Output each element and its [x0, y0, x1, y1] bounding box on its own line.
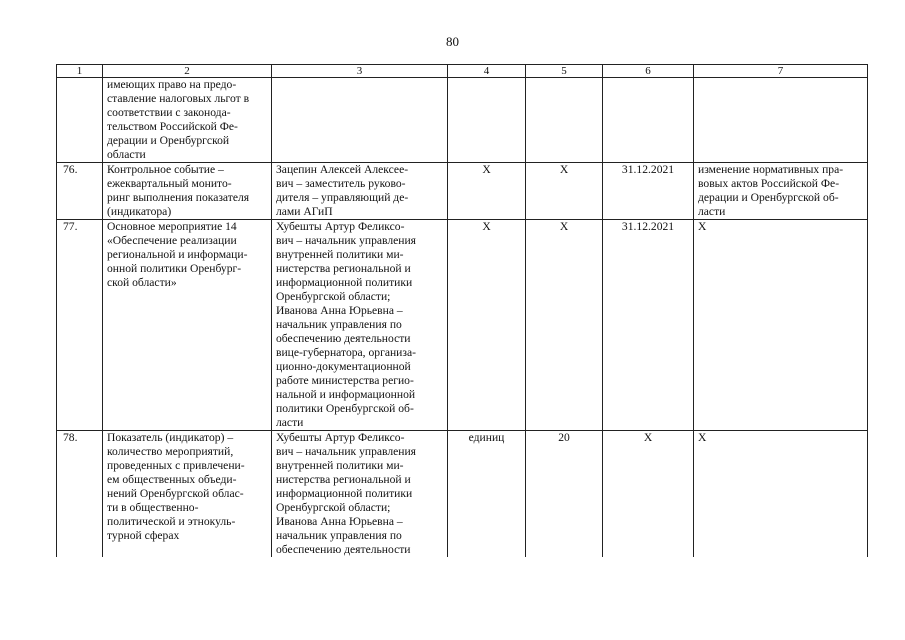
cell-line: тельством Российской Фе- [107, 120, 238, 133]
cell-line: (индикатора) [107, 205, 172, 218]
cell-line: Х [482, 163, 491, 176]
cell-line: Х [559, 163, 569, 176]
cell-line: «Обеспечение реализации [107, 234, 237, 247]
cell-line: дерации и Оренбургской об- [698, 191, 839, 204]
event-name [103, 78, 272, 163]
cell-line: Х [559, 220, 569, 233]
table-row [57, 163, 868, 220]
responsible-person [272, 163, 448, 220]
cell-line: обеспечению деятельности [276, 543, 411, 556]
cell-line: турной сферах [107, 529, 180, 542]
indicator-value [526, 78, 603, 163]
responsible-person [272, 220, 448, 431]
column-number-row [57, 65, 868, 78]
expected-result [694, 163, 868, 220]
expected-result [694, 78, 868, 163]
row-number [57, 78, 103, 163]
cell-line: Иванова Анна Юрьевна – [276, 304, 403, 317]
cell-line: вич – начальник управления [276, 234, 417, 247]
cell-line: политической и этнокуль- [107, 515, 236, 528]
indicator-value [526, 220, 603, 431]
cell-line: количество мероприятий, [107, 445, 234, 458]
cell-line: ласти [276, 416, 304, 429]
cell-line: дерации и Оренбургской [107, 134, 230, 147]
cell-line: внутренней политики ми- [276, 248, 404, 261]
table-row [57, 220, 868, 431]
column-header: 2 [103, 65, 272, 78]
cell-line: вице-губернатора, организа- [276, 346, 416, 359]
cell-line: Оренбургской области; [276, 290, 391, 303]
cell-line: области [107, 148, 146, 161]
responsible-person [272, 78, 448, 163]
column-header: 4 [448, 65, 526, 78]
cell-line: нистерства региональной и [276, 473, 411, 486]
row-number [57, 431, 103, 558]
responsible-person [272, 431, 448, 558]
unit-of-measure [448, 431, 526, 558]
cell-line: лами АГиП [276, 205, 333, 218]
cell-line: 77. [63, 220, 78, 233]
unit-of-measure [448, 220, 526, 431]
cell-line: Контрольное событие – [107, 163, 224, 176]
cell-line: имеющих право на предо- [107, 78, 237, 91]
cell-line: единиц [468, 431, 505, 444]
expected-result [694, 220, 868, 431]
column-header: 7 [694, 65, 868, 78]
column-header: 3 [272, 65, 448, 78]
completion-date [603, 431, 694, 558]
event-name [103, 431, 272, 558]
cell-line: онной политики Оренбург- [107, 262, 242, 275]
cell-line: вич – заместитель руково- [276, 177, 406, 190]
column-header: 1 [57, 65, 103, 78]
unit-of-measure [448, 78, 526, 163]
cell-line: Х [643, 431, 653, 444]
cell-line: политики Оренбургской об- [276, 402, 414, 415]
cell-line: 31.12.2021 [621, 220, 675, 233]
completion-date [603, 220, 694, 431]
measures-table [56, 64, 868, 557]
cell-line: информационной политики [276, 276, 413, 289]
page-number: 80 [446, 34, 459, 49]
cell-line: Показатель (индикатор) – [107, 431, 234, 444]
cell-line: информационной политики [276, 487, 413, 500]
cell-line: обеспечению деятельности [276, 332, 411, 345]
cell-line: ставление налоговых льгот в [107, 92, 250, 105]
cell-line: 78. [63, 431, 78, 444]
event-name [103, 220, 272, 431]
cell-line: Оренбургской области; [276, 501, 391, 514]
cell-line: Хубешты Артур Феликсо- [276, 220, 405, 233]
cell-line: 31.12.2021 [621, 163, 675, 176]
column-header: 6 [603, 65, 694, 78]
cell-line: 76. [63, 163, 78, 176]
cell-line: вич – начальник управления [276, 445, 417, 458]
table-row [57, 431, 868, 558]
row-number [57, 163, 103, 220]
event-name [103, 163, 272, 220]
cell-line: ринг выполнения показателя [107, 191, 250, 204]
cell-line: ласти [698, 205, 726, 218]
cell-line: начальник управления по [276, 318, 402, 331]
cell-line: Основное мероприятие 14 [107, 220, 237, 233]
cell-line: внутренней политики ми- [276, 459, 404, 472]
cell-line: изменение нормативных пра- [698, 163, 844, 176]
cell-line: региональной и информаци- [107, 248, 248, 261]
cell-line: ционно-документационной [276, 360, 411, 373]
cell-line: начальник управления по [276, 529, 402, 542]
cell-line: Иванова Анна Юрьевна – [276, 515, 403, 528]
cell-line: 20 [558, 431, 570, 444]
indicator-value [526, 163, 603, 220]
cell-line: Хубешты Артур Феликсо- [276, 431, 405, 444]
row-number [57, 220, 103, 431]
expected-result [694, 431, 868, 558]
cell-line: Х [698, 431, 707, 444]
cell-line: дителя – управляющий де- [276, 191, 409, 204]
cell-line: Х [482, 220, 491, 233]
cell-line: ти в общественно- [107, 501, 199, 514]
cell-line: нистерства региональной и [276, 262, 411, 275]
cell-line: вовых актов Российской Фе- [698, 177, 840, 190]
cell-line: нений Оренбургской облас- [107, 487, 244, 500]
cell-line: ежеквартальный монито- [107, 177, 232, 190]
column-header: 5 [526, 65, 603, 78]
cell-line: нальной и информационной [276, 388, 416, 401]
completion-date [603, 163, 694, 220]
cell-line: ской области» [107, 276, 177, 289]
cell-line: проведенных с привлечени- [107, 459, 245, 472]
cell-line: ем общественных объеди- [107, 473, 237, 486]
unit-of-measure [448, 163, 526, 220]
cell-line: соответствии с законода- [107, 106, 231, 119]
table-row [57, 78, 868, 163]
cell-line: Зацепин Алексей Алексее- [276, 163, 409, 176]
cell-line: работе министерства регио- [276, 374, 414, 387]
completion-date [603, 78, 694, 163]
indicator-value [526, 431, 603, 558]
cell-line: Х [698, 220, 707, 233]
